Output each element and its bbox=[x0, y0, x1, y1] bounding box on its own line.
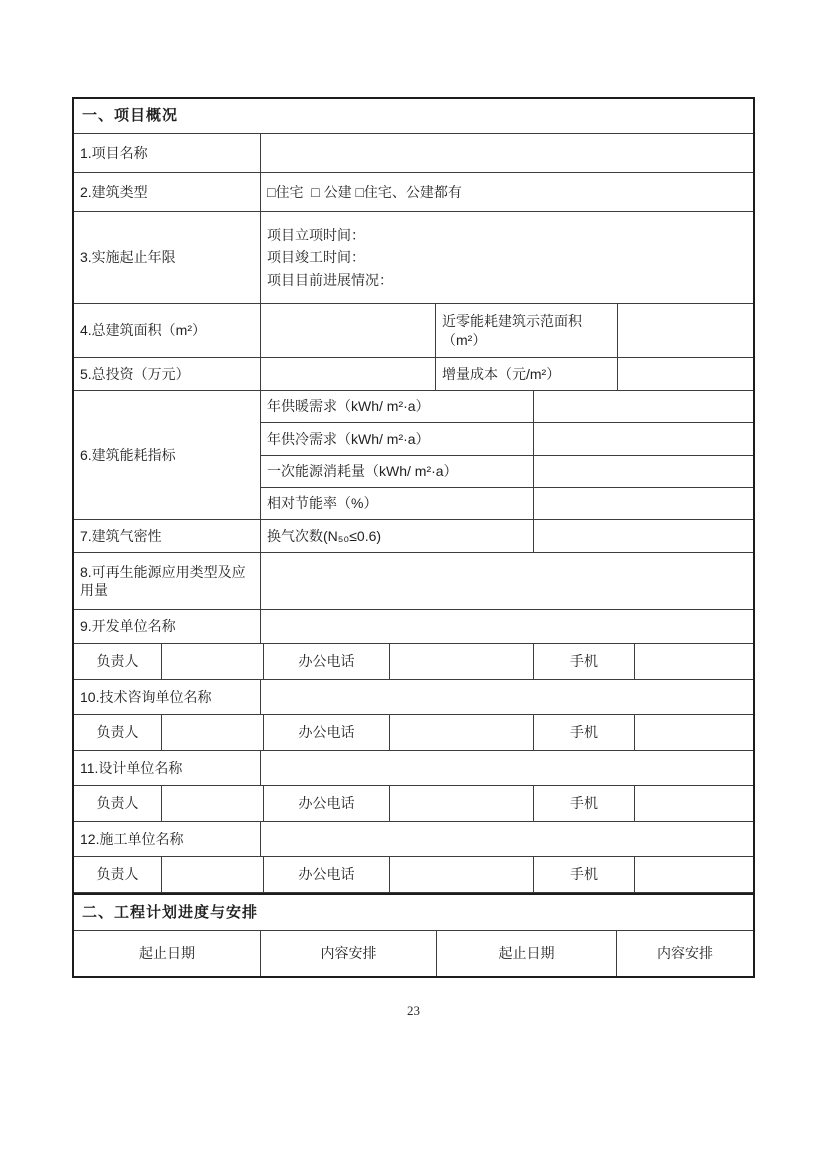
designer-label: 11.设计单位名称 bbox=[74, 751, 261, 786]
mobile-label: 手机 bbox=[534, 715, 635, 751]
office-phone-label: 办公电话 bbox=[264, 786, 390, 822]
floor-area-row bbox=[74, 304, 753, 358]
investment-row bbox=[74, 358, 753, 391]
contact-person-value bbox=[162, 857, 264, 893]
building-type-options: □住宅 □ 公建 □住宅、公建都有 bbox=[261, 173, 753, 212]
energy-saving-rate-value bbox=[534, 488, 753, 520]
office-phone-value bbox=[390, 857, 534, 893]
mobile-label: 手机 bbox=[534, 857, 635, 893]
contact-person-label: 负责人 bbox=[74, 715, 162, 751]
primary-energy-label: 一次能源消耗量（kWh/ m²·a） bbox=[261, 456, 534, 488]
cooling-demand-label: 年供冷需求（kWh/ m²·a） bbox=[261, 423, 534, 456]
renewable-value bbox=[261, 553, 753, 610]
investment-value bbox=[261, 358, 436, 391]
schedule-header-row bbox=[74, 931, 753, 976]
contact-person-label: 负责人 bbox=[74, 857, 162, 893]
energy-indicators-label: 6.建筑能耗指标 bbox=[74, 391, 261, 520]
primary-energy-row bbox=[261, 456, 753, 488]
developer-value bbox=[261, 610, 753, 644]
schedule-col-dates-1: 起止日期 bbox=[74, 931, 261, 976]
mobile-label: 手机 bbox=[534, 786, 635, 822]
project-overview-table bbox=[72, 97, 755, 978]
section1-header-row bbox=[74, 99, 753, 134]
office-phone-value bbox=[390, 715, 534, 751]
heating-demand-row bbox=[261, 391, 753, 423]
energy-saving-rate-label: 相对节能率（%） bbox=[261, 488, 534, 520]
page-number: 23 bbox=[407, 1003, 420, 1018]
floor-area-value bbox=[261, 304, 436, 358]
office-phone-label: 办公电话 bbox=[264, 644, 390, 680]
contact-person-value bbox=[162, 786, 264, 822]
project-name-row bbox=[74, 134, 753, 173]
consultant-label: 10.技术咨询单位名称 bbox=[74, 680, 261, 715]
office-phone-value bbox=[390, 644, 534, 680]
contact-person-value bbox=[162, 715, 264, 751]
office-phone-label: 办公电话 bbox=[264, 857, 390, 893]
floor-area-label: 4.总建筑面积（m²） bbox=[74, 304, 261, 358]
duration-line-completion: 项目竣工时间： bbox=[267, 249, 365, 266]
duration-row bbox=[74, 212, 753, 304]
duration-value bbox=[261, 212, 753, 304]
contact-person-label: 负责人 bbox=[74, 644, 162, 680]
duration-label: 3.实施起止年限 bbox=[74, 212, 261, 304]
energy-saving-rate-row bbox=[261, 488, 753, 520]
project-name-label: 1.项目名称 bbox=[74, 134, 261, 173]
designer-contact-row bbox=[74, 786, 753, 822]
mobile-value bbox=[635, 857, 753, 893]
demo-area-label: 近零能耗建筑示范面积（m²） bbox=[436, 304, 618, 358]
energy-indicators-subtable bbox=[261, 391, 753, 520]
air-change-value bbox=[534, 520, 753, 553]
building-type-row bbox=[74, 173, 753, 212]
consultant-contact-row bbox=[74, 715, 753, 751]
duration-line-approval: 项目立项时间： bbox=[267, 226, 365, 243]
renewable-label: 8.可再生能源应用类型及应用量 bbox=[74, 553, 261, 610]
demo-area-value bbox=[618, 304, 753, 358]
energy-indicators-row bbox=[74, 391, 753, 520]
incremental-cost-value bbox=[618, 358, 753, 391]
cooling-demand-row bbox=[261, 423, 753, 456]
office-phone-value bbox=[390, 786, 534, 822]
schedule-col-content-1: 内容安排 bbox=[261, 931, 437, 976]
constructor-row bbox=[74, 822, 753, 857]
building-type-label: 2.建筑类型 bbox=[74, 173, 261, 212]
airtightness-row bbox=[74, 520, 753, 553]
airtightness-label: 7.建筑气密性 bbox=[74, 520, 261, 553]
office-phone-label: 办公电话 bbox=[264, 715, 390, 751]
section2-header-row bbox=[74, 893, 753, 931]
section2-title: 二、工程计划进度与安排 bbox=[74, 895, 753, 931]
constructor-label: 12.施工单位名称 bbox=[74, 822, 261, 857]
consultant-row bbox=[74, 680, 753, 715]
cooling-demand-value bbox=[534, 423, 753, 456]
heating-demand-value bbox=[534, 391, 753, 423]
primary-energy-value bbox=[534, 456, 753, 488]
mobile-value bbox=[635, 715, 753, 751]
developer-contact-row bbox=[74, 644, 753, 680]
mobile-value bbox=[635, 786, 753, 822]
constructor-value bbox=[261, 822, 753, 857]
developer-label: 9.开发单位名称 bbox=[74, 610, 261, 644]
designer-value bbox=[261, 751, 753, 786]
developer-row bbox=[74, 610, 753, 644]
renewable-row bbox=[74, 553, 753, 610]
project-name-value bbox=[261, 134, 753, 173]
consultant-value bbox=[261, 680, 753, 715]
investment-label: 5.总投资（万元） bbox=[74, 358, 261, 391]
schedule-col-dates-2: 起止日期 bbox=[437, 931, 617, 976]
contact-person-value bbox=[162, 644, 264, 680]
mobile-label: 手机 bbox=[534, 644, 635, 680]
incremental-cost-label: 增量成本（元/m²） bbox=[436, 358, 618, 391]
air-change-label: 换气次数(N₅₀≤0.6) bbox=[261, 520, 534, 553]
duration-line-progress: 项目目前进展情况： bbox=[267, 271, 393, 288]
designer-row bbox=[74, 751, 753, 786]
mobile-value bbox=[635, 644, 753, 680]
contact-person-label: 负责人 bbox=[74, 786, 162, 822]
constructor-contact-row bbox=[74, 857, 753, 893]
schedule-col-content-2: 内容安排 bbox=[657, 945, 713, 962]
heating-demand-label: 年供暖需求（kWh/ m²·a） bbox=[261, 391, 534, 423]
section1-title: 一、项目概况 bbox=[74, 99, 753, 134]
